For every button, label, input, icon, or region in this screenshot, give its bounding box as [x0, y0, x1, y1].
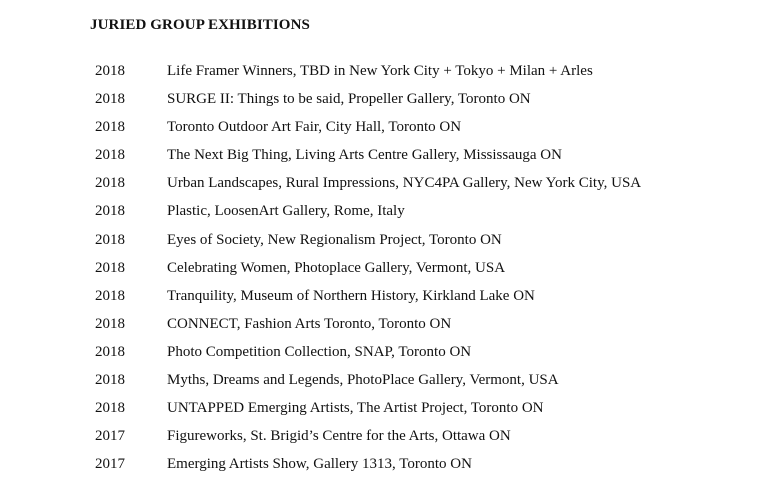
exhibition-entry — [0, 282, 765, 310]
section-heading: JURIED GROUP EXHIBITIONS — [90, 17, 310, 33]
exhibition-year: 2018 — [95, 315, 125, 332]
exhibition-year: 2018 — [95, 259, 125, 276]
exhibition-year: 2018 — [95, 63, 125, 79]
exhibition-title: The Next Big Thing, Living Arts Centre Gallery, Mississauga ON — [167, 147, 562, 164]
exhibition-entry — [0, 113, 765, 141]
exhibition-entry — [0, 141, 765, 169]
exhibition-entry — [0, 169, 765, 197]
exhibition-entry — [0, 450, 765, 478]
exhibition-year: 2018 — [95, 91, 125, 108]
exhibition-entry — [0, 197, 765, 225]
exhibition-title: UNTAPPED Emerging Artists, The Artist Project, Toronto ON — [167, 400, 544, 417]
exhibition-entry — [0, 394, 765, 422]
exhibition-title: Myths, Dreams and Legends, PhotoPlace Gallery, Vermont, USA — [167, 372, 559, 389]
exhibition-title: Eyes of Society, New Regionalism Project, Toronto ON — [167, 231, 502, 248]
exhibition-title: SURGE II: Things to be said, Propeller Gallery, Toronto ON — [167, 91, 531, 108]
exhibition-title: Toronto Outdoor Art Fair, City Hall, Toronto ON — [167, 119, 462, 136]
exhibition-year: 2018 — [95, 175, 125, 192]
exhibition-title: Figureworks, St. Brigid’s Centre for the Arts, Ottawa ON — [167, 428, 511, 445]
exhibition-year: 2018 — [95, 231, 125, 248]
exhibition-entry — [0, 310, 765, 338]
exhibition-title: CONNECT, Fashion Arts Toronto, Toronto ON — [167, 315, 452, 332]
exhibition-entry — [0, 85, 765, 113]
exhibition-year: 2018 — [95, 203, 125, 220]
exhibition-year: 2018 — [95, 287, 125, 304]
exhibition-year: 2018 — [95, 400, 125, 417]
exhibition-year: 2017 — [95, 428, 125, 445]
exhibition-entry — [0, 422, 765, 450]
exhibition-entry — [0, 57, 765, 85]
exhibition-year: 2018 — [95, 147, 125, 164]
exhibition-entry — [0, 338, 765, 366]
exhibition-entry — [0, 226, 765, 254]
exhibition-year: 2017 — [95, 456, 125, 473]
exhibition-title: Plastic, LoosenArt Gallery, Rome, Italy — [167, 203, 405, 220]
exhibition-year: 2018 — [95, 372, 125, 389]
exhibition-title: Emerging Artists Show, Gallery 1313, Toronto ON — [167, 456, 472, 473]
exhibition-entry — [0, 254, 765, 282]
exhibition-entry — [0, 366, 765, 394]
exhibition-title: Life Framer Winners, TBD in New York City + Tokyo + Milan + Arles — [167, 63, 593, 79]
exhibition-title: Urban Landscapes, Rural Impressions, NYC4PA Gallery, New York City, USA — [167, 175, 642, 192]
exhibition-year: 2018 — [95, 119, 125, 136]
exhibition-list — [0, 57, 765, 478]
exhibition-year: 2018 — [95, 343, 125, 360]
exhibition-title: Celebrating Women, Photoplace Gallery, Vermont, USA — [167, 259, 506, 276]
exhibition-title: Photo Competition Collection, SNAP, Toronto ON — [167, 343, 472, 360]
exhibition-title: Tranquility, Museum of Northern History, Kirkland Lake ON — [167, 287, 535, 304]
